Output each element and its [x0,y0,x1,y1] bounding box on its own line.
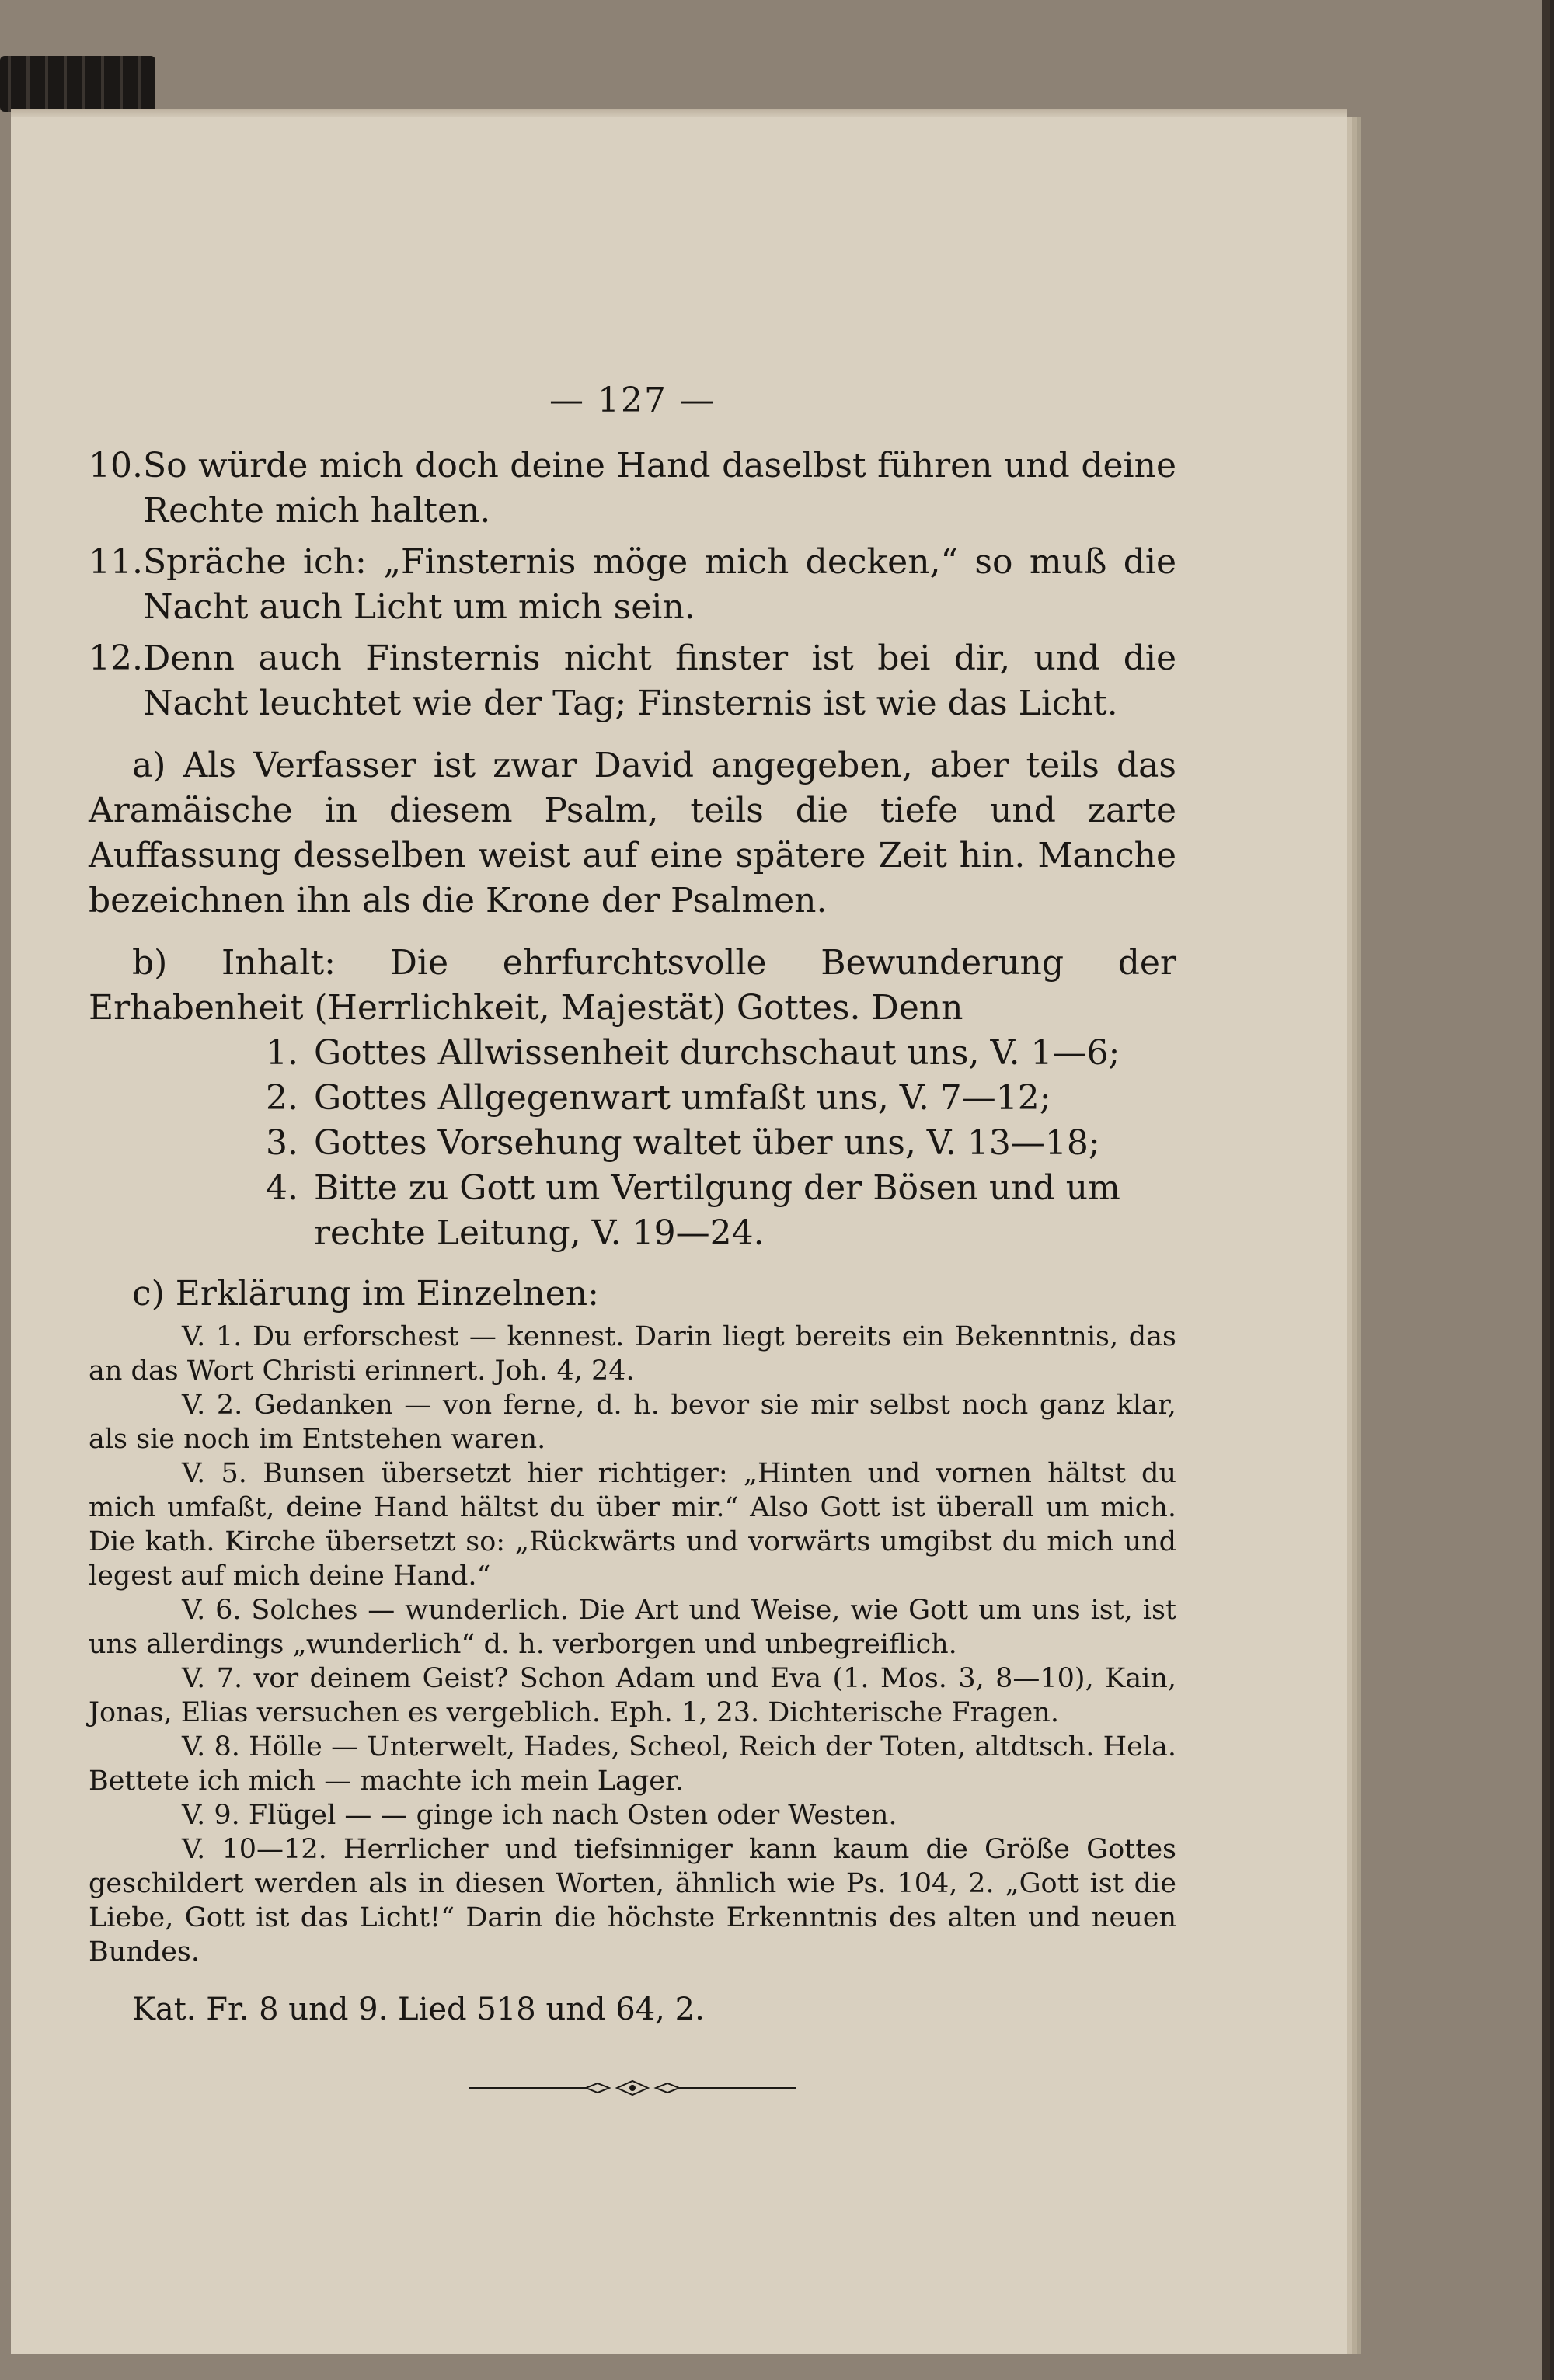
note-v2: V. 2. Gedanken — von ferne, d. h. bevor sie mir selbst noch ganz klar, als sie noch im Entstehen waren. [89,1390,1176,1455]
verse-text: Denn auch Finsternis nicht finster ist bei dir, und die Nacht leuchtet wie der Tag; Finsternis ist wie das Licht. [143,638,1176,723]
section-b-list [89,1031,1176,1256]
note-v9: V. 9. Flügel — — ginge ich nach Osten oder Westen. [182,1800,897,1831]
page-number: — 127 — [549,381,716,420]
page-content [89,264,1176,2100]
ornament-divider [89,2076,1176,2100]
note-v1: V. 1. Du erforschest — kennest. Darin liegt bereits ein Bekenntnis, das an das Wort Christi erinnert. Joh. 4, 24. [89,1321,1176,1387]
list-number: 1. [266,1033,298,1073]
list-text: Gottes Allgegenwart umfaßt uns, V. 7—12; [314,1078,1051,1118]
verse-text: Spräche ich: „Finsternis möge mich decken,“ so muß die Nacht auch Licht um mich sein. [143,542,1176,627]
section-b-content: b) Inhalt: Die ehrfurchtsvolle Bewunderung der Erhabenheit (Herrlichkeit, Majestät) Gottes. Denn [89,943,1176,1028]
list-item [89,1031,1176,1076]
verse-10 [89,444,1176,534]
verse-number: 11. [89,542,143,582]
section-c-heading: c) Erklärung im Einzelnen: [132,1274,599,1314]
verse-text: So würde mich doch deine Hand daselbst führen und deine Rechte mich halten. [143,446,1176,531]
ornament-icon [469,2076,796,2100]
list-item [89,1121,1176,1166]
list-text: Gottes Vorsehung waltet über uns, V. 13—18; [314,1123,1100,1163]
list-number: 3. [266,1123,298,1163]
verse-number: 10. [89,446,143,485]
verse-12 [89,636,1176,726]
list-text: Bitte zu Gott um Vertilgung der Bösen und um rechte Leitung, V. 19—24. [314,1168,1120,1253]
catechism-reference: Kat. Fr. 8 und 9. Lied 518 und 64, 2. [132,1992,705,2027]
note-v10-12: V. 10—12. Herrlicher und tiefsinniger kann kaum die Größe Gottes geschildert werden als in diesen Worten, ähnlich wie Ps. 104, 2. „Gott ist die Liebe, Gott ist das Licht!“ Darin die höchste Erkenntnis des alten und neuen Bundes. [89,1834,1176,1968]
list-text: Gottes Allwissenheit durchschaut uns, V. 1—6; [314,1033,1120,1073]
list-number: 4. [266,1168,298,1208]
note-v8: V. 8. Hölle — Unterwelt, Hades, Scheol, Reich der Toten, altdtsch. Hela. Bettete ich mich — machte ich mein Lager. [89,1731,1176,1797]
book-page [11,117,1347,2354]
note-v7: V. 7. vor deinem Geist? Schon Adam und Eva (1. Mos. 3, 8—10), Kain, Jonas, Elias versuchen es vergeblich. Eph. 1, 23. Dichterische Fragen. [89,1663,1176,1728]
note-v6: V. 6. Solches — wunderlich. Die Art und Weise, wie Gott um uns ist, ist uns allerdings „wunderlich“ d. h. verborgen und unbegreiflich. [89,1595,1176,1660]
section-a-authorship: a) Als Verfasser ist zwar David angegeben, aber teils das Aramäische in diesem Psalm, teils die tiefe und zarte Auffassung desselben weist auf eine spätere Zeit hin. Manche bezeichnen ihn als die Krone der Psalmen. [89,746,1176,920]
note-v5: V. 5. Bunsen übersetzt hier richtiger: „Hinten und vornen hältst du mich umfaßt, deine Hand hältst du über mir.“ Also Gott ist überall um mich. Die kath. Kirche übersetzt so: „Rückwärts und vorwärts umgibst du mich und legest auf mich deine Hand.“ [89,1458,1176,1592]
list-number: 2. [266,1078,298,1118]
list-item [89,1076,1176,1121]
list-item [89,1166,1176,1256]
book-spine [0,56,155,112]
verse-11 [89,540,1176,630]
verse-number: 12. [89,638,143,678]
